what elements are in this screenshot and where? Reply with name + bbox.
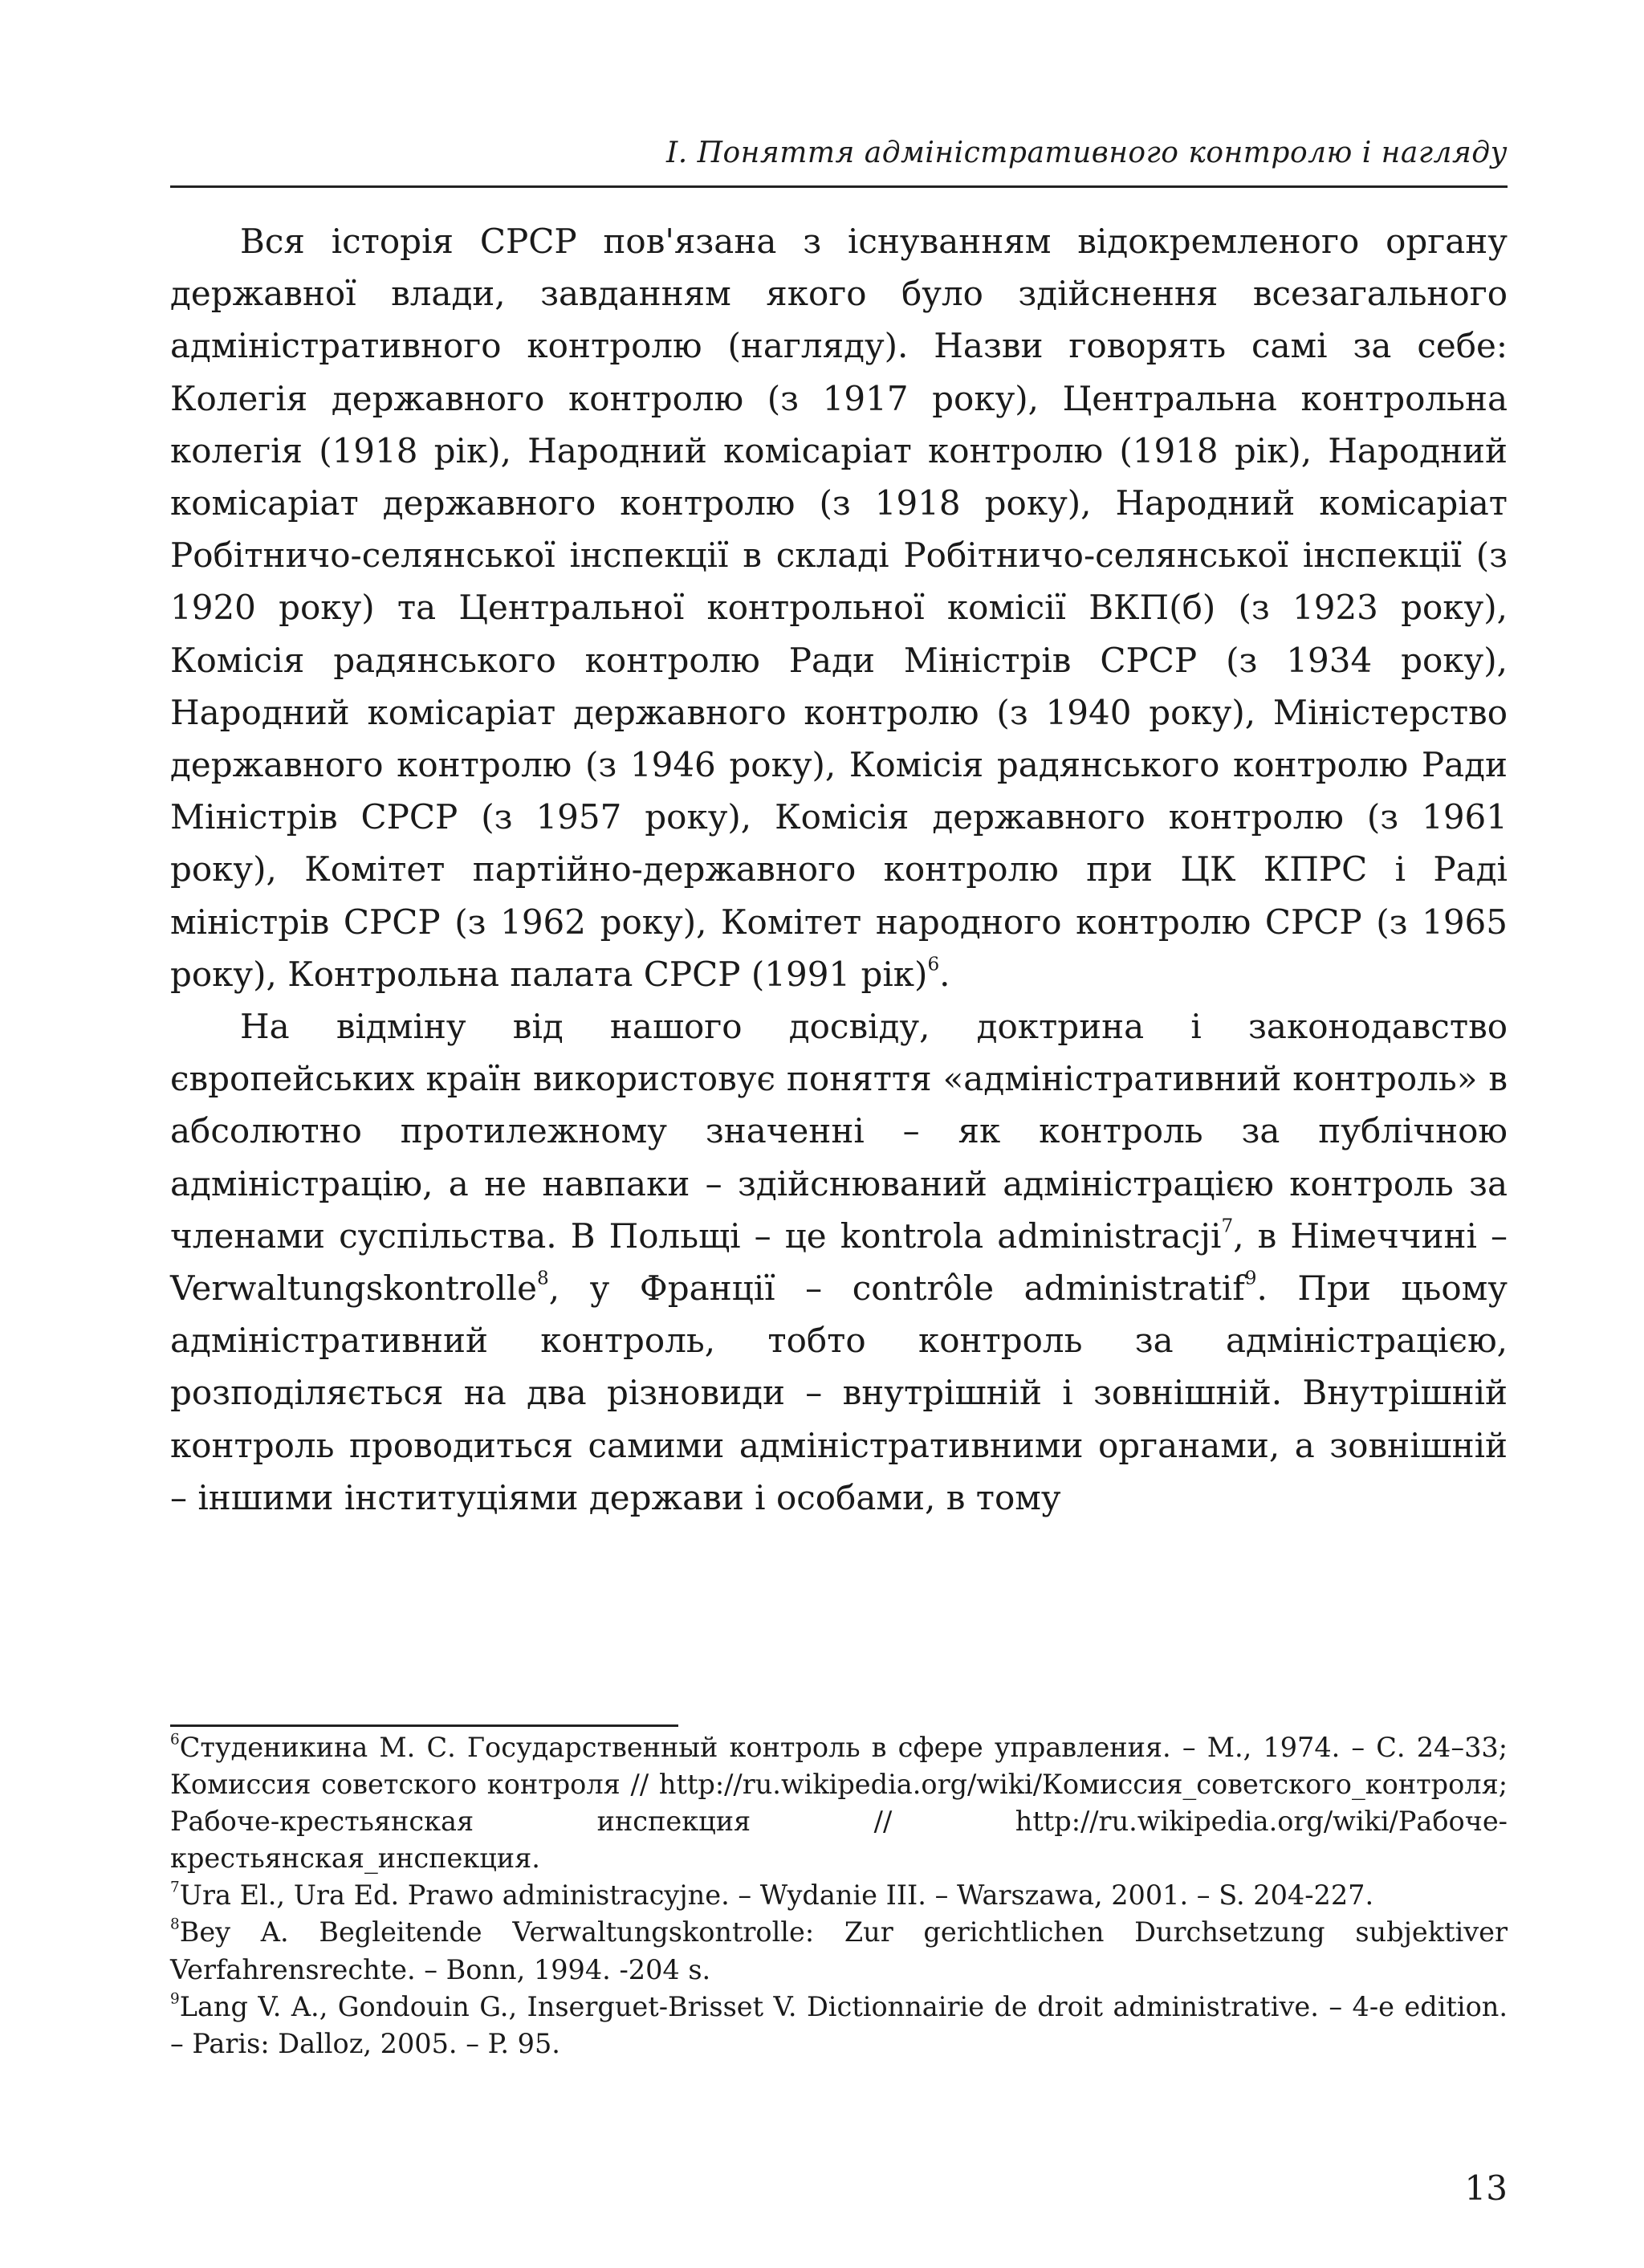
paragraph-1-text: Вся історія СРСР пов'язана з існуванням відокремленого органу державної влади, завданням якого було здійснення всезагального адміністративного контролю (нагляду). Назви говорять самі за себе: Колегія державного контролю (з 1917 року), Центральна контрольна колегія (1918 рік), Народний комісаріат контролю (1918 рік), Народний комісаріат державного контролю (з 1918 року), Народний комісаріат Робітничо-селянської інспекції в складі Робітничо-селянської інспекції (з 1920 року) та Центральної контрольної комісії ВКП(б) (з 1923 року), Комісія радянського контролю Ради Міністрів СРСР (з 1934 року), Народний комісаріат державного контролю (з 1940 року), Міністерство державного контролю (з 1946 року), Комісія радянського контролю Ради Міністрів СРСР (з 1957 року), Комісія державного контролю (з 1961 року), Комітет партійно-державного контролю при ЦК КПРС і Раді міністрів СРСР (з 1962 року), Комітет народного контролю СРСР (з 1965 року), Контрольна палата СРСР (1991 рік)	[170, 222, 1508, 994]
footnote-ref-7[interactable]: 7	[1221, 1215, 1234, 1237]
page-number: 13	[1464, 2168, 1508, 2208]
footnote-number: 9	[170, 1990, 180, 2007]
running-header: I. Поняття адміністративного контролю і нагляду	[170, 132, 1508, 188]
footnote-9	[170, 1989, 1508, 2062]
footnote-6	[170, 1729, 1508, 1877]
footnote-ref-6[interactable]: 6	[927, 954, 940, 975]
footnote-number: 6	[170, 1731, 180, 1749]
footnote-8	[170, 1914, 1508, 1988]
footnote-text: Bey A. Begleitende Verwaltungskontrolle: Zur gerichtlichen Durchsetzung subjektiver Verfahrensrechte. – Bonn, 1994. -204 s.	[170, 1916, 1508, 1985]
footnote-text: Lang V. A., Gondouin G., Inserguet-Brisset V. Dictionnairie de droit administrative. – 4-e edition. – Paris: Dalloz, 2005. – P. 95.	[170, 1990, 1508, 2059]
paragraph-1	[170, 215, 1508, 1000]
paragraph-2-text-c: , у Франції – contrôle administratif	[548, 1268, 1245, 1309]
paragraph-2-text-b: , в Німеччині – Verwaltungskontrolle	[170, 1215, 1508, 1309]
footnote-ref-9[interactable]: 9	[1244, 1268, 1257, 1289]
footnote-7	[170, 1877, 1508, 1914]
footnote-ref-8[interactable]: 8	[537, 1268, 549, 1289]
paragraph-2-text-a: На відміну від нашого досвіду, доктрина і законодавство європейських країн використовує поняття «адміністративний контроль» в абсолютно протилежному значенні – як контроль за публічною адміністрацію, а не навпаки – здійснюваний адміністрацією контроль за членами суспільства. В Польщі – це kontrola administracji	[170, 1007, 1508, 1256]
footnote-number: 7	[170, 1879, 180, 1896]
footnote-separator	[170, 1724, 678, 1727]
footnote-number: 8	[170, 1916, 180, 1933]
paragraph-2	[170, 1000, 1508, 1524]
paragraph-2-text-d: . При цьому адміністративний контроль, тобто контроль за адміністрацією, розподіляється на два різновиди – внутрішній і зовнішній. Внутрішній контроль проводиться самими адміністративними органами, а зовнішній – іншими інституціями держави і особами, в тому	[170, 1268, 1508, 1517]
footnotes	[170, 1729, 1508, 2062]
footnote-text: Студеникина М. С. Государственный контроль в сфере управления. – М., 1974. – С. 24–33; Комиссия советского контроля // http://ru.wikipedia.org/wiki/Комиссия_советского_контроля; Рабоче-крестьянская инспекция // http://ru.wikipedia.org/wiki/Рабоче-крестьянская_инспекция.	[170, 1732, 1508, 1875]
paragraph-1-end: .	[939, 954, 950, 994]
main-text	[170, 215, 1508, 1524]
footnote-text: Ura El., Ura Ed. Prawo administracyjne. – Wydanie III. – Warszawa, 2001. – S. 204-227.	[179, 1879, 1374, 1912]
